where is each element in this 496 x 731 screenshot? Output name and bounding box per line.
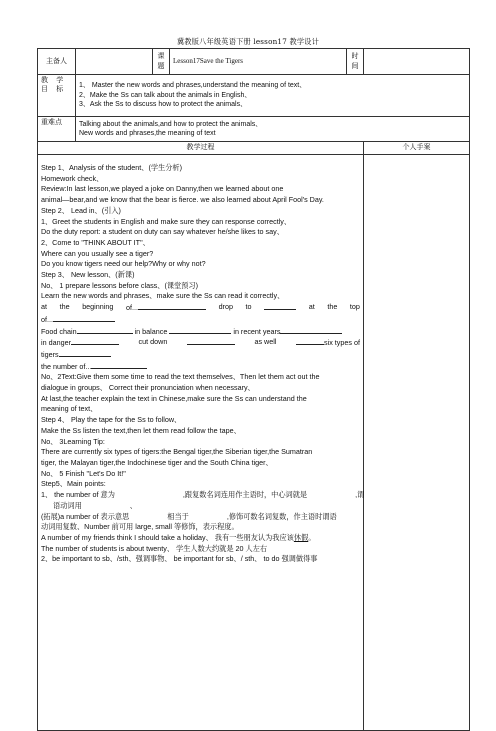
phrase-fill-line: of... xyxy=(41,314,360,326)
greet-line: 1、Greet the students in English and make sure they can response correctly、 xyxy=(41,216,292,226)
answer-blank[interactable] xyxy=(138,302,206,310)
process-body xyxy=(38,155,364,731)
answer-blank[interactable] xyxy=(296,337,324,345)
objective-item: 1、 Master the new words and phrases,understand the meaning of text、 xyxy=(79,82,307,90)
key-points-label: 重难点 xyxy=(38,117,76,142)
key-points-list xyxy=(76,117,470,142)
main-point-line: 2、be important to sb、/sth、强调事物、 be important for sb、/ sth、 to do 强调做得事 xyxy=(41,554,318,564)
main-point-line: 语动词用 、 xyxy=(53,500,137,510)
preparer-value xyxy=(76,49,153,75)
no2-line: dialogue in groups、 Correct their pronunciation when necessary、 xyxy=(41,383,255,393)
question-line: Do you know tigers need our help?Why or why not? xyxy=(41,259,206,269)
time-label: 时间 xyxy=(347,49,364,75)
no3-line: No、 3Learning Tip: xyxy=(41,436,105,446)
no2-line: No、2Text:Give them some time to read the text themselves、Then let them act out the xyxy=(41,372,320,382)
key-point-item: New words and phrases,the meaning of text xyxy=(79,130,216,137)
listen-line: Make the Ss listen the text,then let them read follow the tape、 xyxy=(41,425,241,435)
main-point-line: 1、 the number of 意为 ,跟复数名词连用作主语时，中心词就是 ,谓 xyxy=(41,490,365,500)
step1-title: Step 1、Analysis of the student、(学生分析) xyxy=(41,163,183,172)
key-points-row xyxy=(38,117,470,142)
objective-item: 3、Ask the Ss to discuss how to protect the animals、 xyxy=(79,101,248,109)
think-line: 2、Come to "THINK ABOUT IT"、 xyxy=(41,237,150,247)
page-title: 冀教版八年级英语下册 lesson17 教学设计 xyxy=(176,37,320,46)
homework-line: Homework check、 xyxy=(41,173,104,183)
objectives-label: 教 学 目 标 xyxy=(38,75,76,117)
explain-line: meaning of text、 xyxy=(41,404,98,414)
example-line: A number of my friends think I should take a holiday、 我有一些朋友认为我应该休假。 xyxy=(41,532,316,542)
answer-blank[interactable] xyxy=(187,337,235,345)
answer-blank[interactable] xyxy=(91,361,147,369)
tip-line: tiger, the Malayan tiger,the Indochinese tiger and the South China tiger、 xyxy=(41,457,273,467)
answer-blank[interactable] xyxy=(71,337,119,345)
phrase-fill-line: the number of... xyxy=(41,361,360,373)
question-line: Where can you usually see a tiger? xyxy=(41,248,154,258)
objectives-row xyxy=(38,75,470,117)
topic-value: Lesson17Save the Tigers xyxy=(170,49,347,75)
no5-line: No、 5 Finish "Let's Do It!" xyxy=(41,468,126,478)
process-row xyxy=(38,155,470,731)
phrase-fill-line: Food chain in balance in recent years xyxy=(41,326,360,338)
process-header: 教学过程 xyxy=(38,142,364,155)
step2-title: Step 2、 Lead in、(引入) xyxy=(41,205,121,215)
main-point-line: 动词用复数、Number 前可用 large, small 等修饰，表示程度。 xyxy=(41,522,239,532)
duty-line: Do the duty report: a student on duty can say whatever he/she likes to say、 xyxy=(41,227,284,237)
no1-line: No、 1 prepare lessons before class、(课堂预习) xyxy=(41,280,198,290)
lesson-plan-table xyxy=(37,48,470,731)
time-value xyxy=(364,49,470,75)
phrase-fill-line: in danger cut down as well six types of xyxy=(41,337,360,348)
main-point-line: (拓展)a number of 表示意思 相当于 ,修饰可数名词复数，作主语时谓语 xyxy=(41,511,337,521)
answer-blank[interactable] xyxy=(280,326,342,334)
header-row xyxy=(38,49,470,75)
objective-item: 2、Make the Ss can talk about the animals in English、 xyxy=(79,91,252,99)
explain-line: At last,the teacher explain the text in Chinese,make sure the Ss can understand the xyxy=(41,393,307,403)
tip-line: There are currently six types of tigers:the Bengal tiger,the Siberian tiger,the Sumatran xyxy=(41,447,313,457)
objectives-list xyxy=(76,75,470,117)
topic-label: 课题 xyxy=(153,49,170,75)
answer-blank[interactable] xyxy=(264,302,296,310)
review-line: Review:In last lesson,we played a joke on Danny,then we learned about one xyxy=(41,184,284,194)
personal-header: 个人手案 xyxy=(364,142,470,155)
phrase-fill-line: tigers xyxy=(41,349,360,361)
example-line: The number of students is about twenty、 学生人数大约就是 20 人左右 xyxy=(41,543,268,553)
process-header-row xyxy=(38,142,470,155)
step3-title: Step 3、 New lesson、(新课) xyxy=(41,270,135,280)
phrase-fill-line: at the beginning of... drop to at the top xyxy=(41,302,360,313)
key-point-item: Talking about the animals,and how to protect the animals、 xyxy=(79,120,263,128)
step5-title: Step5、Main points: xyxy=(41,479,106,489)
step4-title: Step 4、 Play the tape for the Ss to follow、 xyxy=(41,415,182,425)
preparer-label: 主备人 xyxy=(38,49,76,75)
personal-notes-cell xyxy=(364,155,470,731)
answer-blank[interactable] xyxy=(53,314,115,322)
answer-blank[interactable] xyxy=(77,326,133,334)
review-line: animal—bear,and we know that the bear is fierce. we also learned about April Fool's Day. xyxy=(41,195,324,205)
answer-blank[interactable] xyxy=(59,349,111,357)
answer-blank[interactable] xyxy=(169,326,231,334)
learn-line: Learn the new words and phrases、make sure the Ss can read it correctly、 xyxy=(41,291,285,301)
